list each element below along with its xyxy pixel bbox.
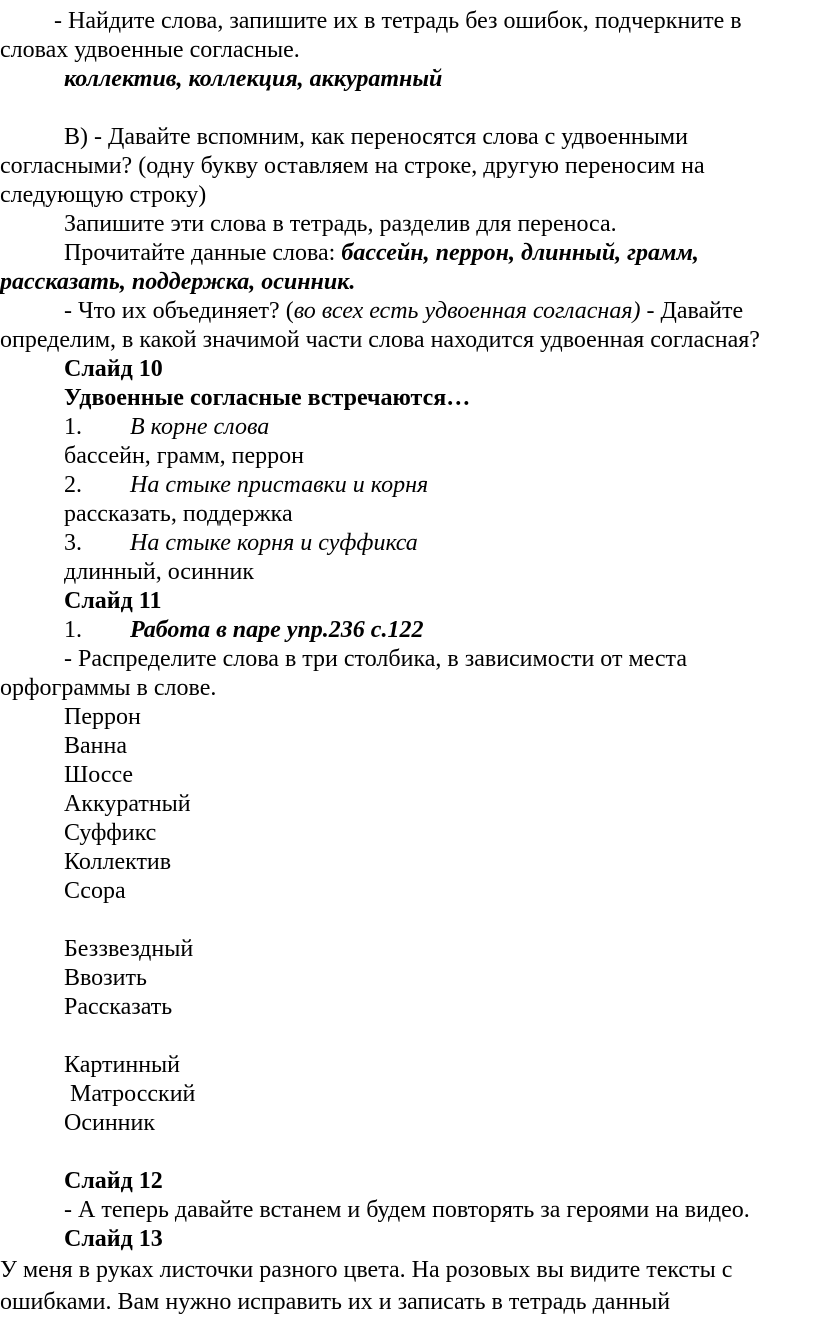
word-list-item: Суффикс	[64, 820, 157, 846]
question-line-2: определим, в какой значимой части слова находится удвоенная согласная?	[0, 327, 760, 353]
word-list-item: Осинник	[64, 1110, 156, 1136]
slide11-title: Слайд 11	[64, 588, 162, 614]
word-list-item: Коллектив	[64, 849, 172, 875]
read-words-1: бассейн, перрон, длинный, грамм,	[341, 240, 699, 266]
question-prefix: - Что их объединяет? (	[64, 298, 294, 324]
slide10-item-3-num: 3.	[64, 530, 82, 556]
slide10-item-1-num: 1.	[64, 414, 82, 440]
read-words-2: рассказать, поддержка, осинник.	[0, 269, 356, 295]
word-list-item: Шоссе	[64, 762, 134, 788]
slide11-task-num: 1.	[64, 617, 82, 643]
slide13-title: Слайд 13	[64, 1226, 163, 1252]
word-list-item: Ванна	[64, 733, 127, 759]
section-b-line-3: следующую строку)	[0, 182, 207, 208]
word-list-item: Рассказать	[64, 994, 173, 1020]
intro-line-2: словах удвоенные согласные.	[0, 37, 300, 63]
slide11-task: Работа в паре упр.236 с.122	[130, 617, 424, 643]
slide10-title: Слайд 10	[64, 356, 163, 382]
slide11-instr-2: орфограммы в слове.	[0, 675, 217, 701]
slide10-item-2-num: 2.	[64, 472, 82, 498]
slide10-item-3-examples: длинный, осинник	[64, 559, 254, 585]
word-list-item: Аккуратный	[64, 791, 191, 817]
question-suffix: - Давайте	[640, 298, 744, 324]
slide12-text: - А теперь давайте встанем и будем повторять за героями на видео.	[64, 1197, 750, 1223]
slide10-item-1-label: В корне слова	[130, 414, 270, 440]
word-list-item: Перрон	[64, 704, 141, 730]
word-list-item: Ввозить	[64, 965, 147, 991]
slide13-line-1: У меня в руках листочки разного цвета. На розовых вы видите тексты с	[0, 1257, 733, 1283]
intro-line-1: - Найдите слова, запишите их в тетрадь без ошибок, подчеркните в	[54, 8, 742, 34]
word-list-item: Ссора	[64, 878, 126, 904]
slide10-item-3-label: На стыке корня и суффикса	[130, 530, 418, 556]
slide12-title: Слайд 12	[64, 1168, 163, 1194]
slide10-item-1-examples: бассейн, грамм, перрон	[64, 443, 305, 469]
word-list-item: Беззвездный	[64, 936, 194, 962]
slide10-item-2-label: На стыке приставки и корня	[130, 472, 429, 498]
section-b-line-2: согласными? (одну букву оставляем на строке, другую переносим на	[0, 153, 705, 179]
read-prefix: Прочитайте данные слова:	[64, 240, 342, 266]
slide10-subtitle: Удвоенные согласные встречаются…	[64, 385, 471, 411]
section-b-line-4: Запишите эти слова в тетрадь, разделив для переноса.	[64, 211, 617, 237]
slide10-item-2-examples: рассказать, поддержка	[64, 501, 293, 527]
section-b-line-1: В) - Давайте вспомним, как переносятся слова с удвоенными	[64, 124, 688, 150]
read-words-line	[64, 239, 699, 268]
question-line	[64, 297, 743, 326]
intro-words: коллектив, коллекция, аккуратный	[64, 66, 443, 92]
word-list-item: Картинный	[64, 1052, 181, 1078]
slide13-line-2: ошибками. Вам нужно исправить их и записать в тетрадь данный	[0, 1289, 671, 1315]
word-list-item: Матросский	[64, 1081, 196, 1107]
slide11-instr-1: - Распределите слова в три столбика, в зависимости от места	[64, 646, 687, 672]
question-italic: во всех есть удвоенная согласная)	[293, 298, 641, 324]
